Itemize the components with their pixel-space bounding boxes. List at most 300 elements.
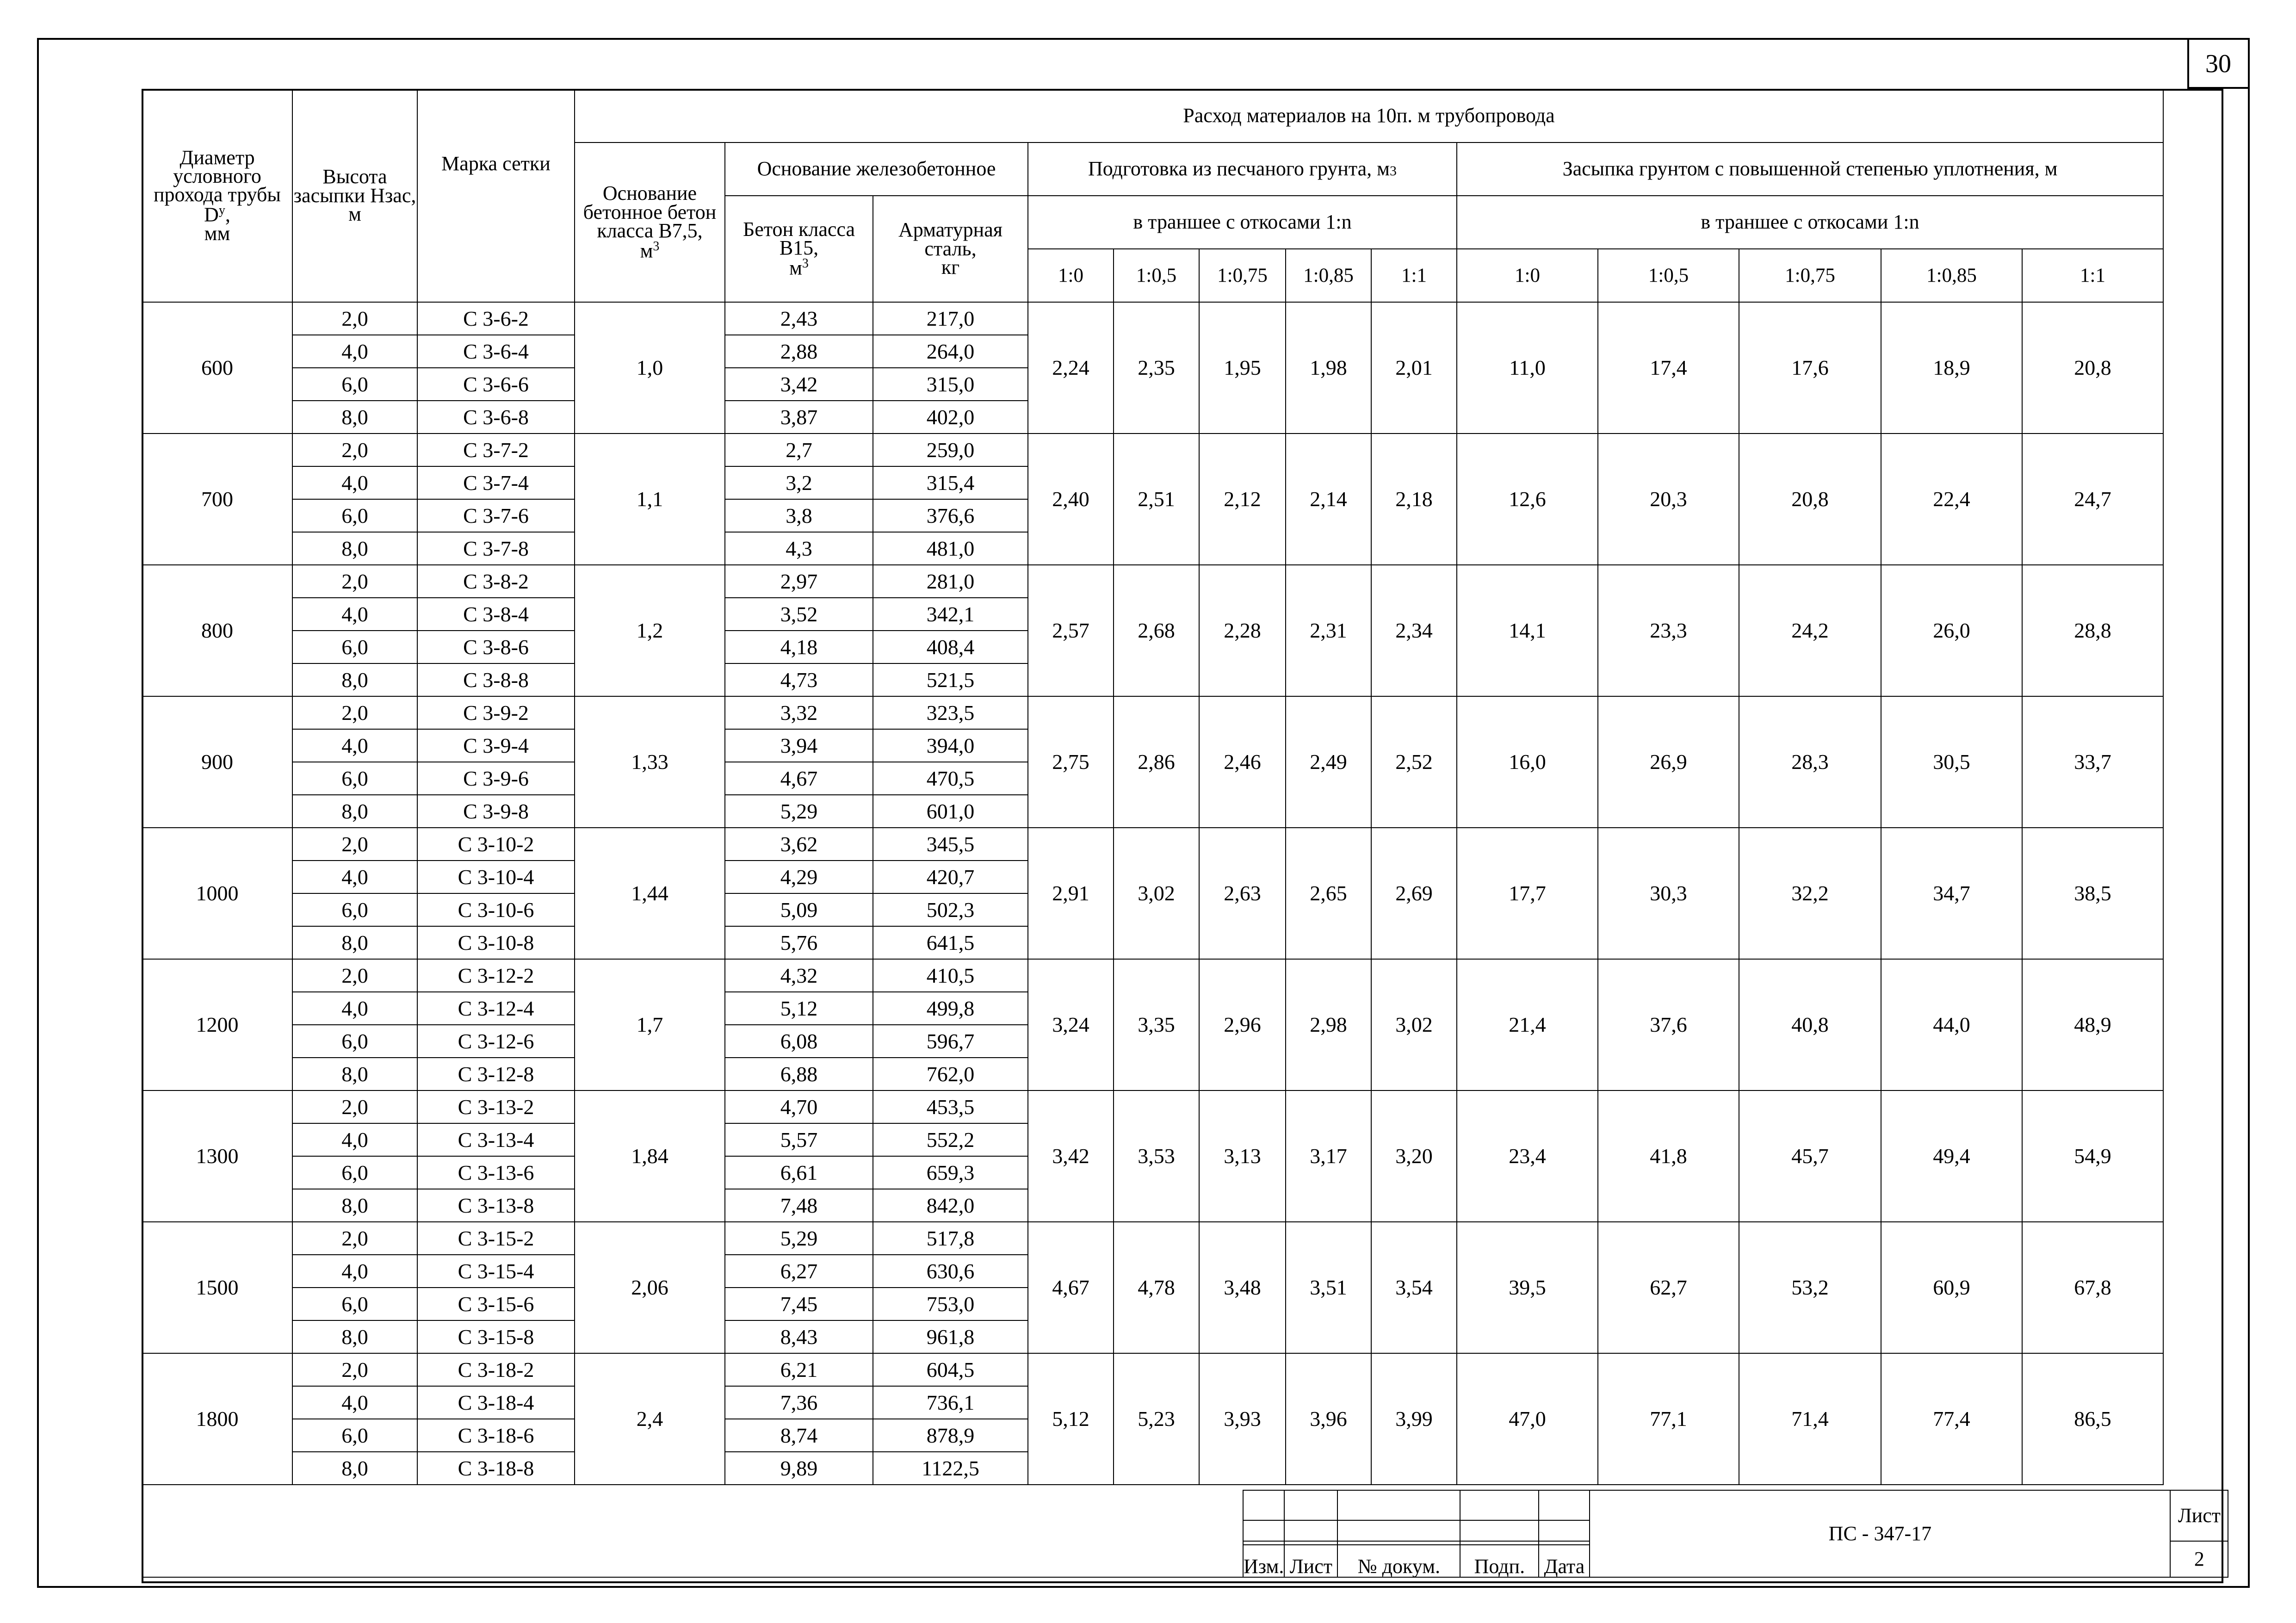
tb-cell: [1243, 1541, 1284, 1545]
height-cell: 2,0: [292, 959, 417, 992]
rebar-cell: 1122,5: [873, 1452, 1028, 1485]
diameter-cell: 1200: [142, 959, 292, 1090]
height-cell: 2,0: [292, 828, 417, 861]
rebar-cell: 315,4: [873, 466, 1028, 499]
concrete-b15-cell: 4,32: [725, 959, 873, 992]
rebar-cell: 342,1: [873, 598, 1028, 631]
slope-header: 1:0,85: [1286, 249, 1371, 302]
sand-cell: 2,65: [1286, 828, 1371, 959]
rebar-cell: 470,5: [873, 762, 1028, 795]
rebar-cell: 264,0: [873, 335, 1028, 368]
sand-cell: 2,40: [1028, 434, 1114, 565]
backfill-cell: 14,1: [1457, 565, 1598, 696]
rebar-cell: 481,0: [873, 532, 1028, 565]
table-row: [142, 1222, 2163, 1255]
backfill-cell: 22,4: [1881, 434, 2022, 565]
slope-header: 1:0,85: [1881, 249, 2022, 302]
mark-cell: С 3-12-8: [417, 1058, 575, 1090]
header-base-concrete: Основание бетонное бетон класса В7,5, $м^3$: [575, 142, 725, 302]
concrete-b15-cell: 6,21: [725, 1353, 873, 1386]
slope-header: 1:0: [1457, 249, 1598, 302]
sand-cell: 2,35: [1114, 302, 1199, 434]
concrete-b15-cell: 6,61: [725, 1156, 873, 1189]
concrete-b15-cell: 6,08: [725, 1025, 873, 1058]
mark-cell: С 3-10-6: [417, 893, 575, 926]
height-cell: 2,0: [292, 565, 417, 598]
backfill-cell: 49,4: [1881, 1090, 2022, 1222]
header-rebar-unit: кг: [941, 256, 960, 279]
tb-cell: [1243, 1490, 1284, 1520]
backfill-cell: 53,2: [1739, 1222, 1881, 1353]
sand-cell: 1,98: [1286, 302, 1371, 434]
mark-cell: С 3-13-8: [417, 1189, 575, 1222]
mark-cell: С 3-8-2: [417, 565, 575, 598]
header-concrete-b15-text: Бетон класса В15,: [743, 217, 855, 260]
sand-cell: 2,12: [1199, 434, 1286, 565]
height-cell: 2,0: [292, 696, 417, 729]
slope-header: 1:0,75: [1199, 249, 1286, 302]
rebar-cell: 878,9: [873, 1419, 1028, 1452]
sand-cell: 2,86: [1114, 696, 1199, 828]
rebar-cell: 394,0: [873, 729, 1028, 762]
height-cell: 2,0: [292, 1222, 417, 1255]
sand-cell: 3,24: [1028, 959, 1114, 1090]
concrete-b15-cell: 4,18: [725, 631, 873, 663]
backfill-cell: 67,8: [2022, 1222, 2163, 1353]
sheet-label: Лист: [2170, 1490, 2228, 1541]
mark-cell: С 3-18-8: [417, 1452, 575, 1485]
mark-cell: С 3-10-8: [417, 926, 575, 959]
mark-cell: С 3-12-4: [417, 992, 575, 1025]
mark-cell: С 3-12-6: [417, 1025, 575, 1058]
header-sand: [1028, 142, 1457, 196]
backfill-cell: 30,3: [1598, 828, 1739, 959]
sand-cell: 3,48: [1199, 1222, 1286, 1353]
backfill-cell: 17,7: [1457, 828, 1598, 959]
concrete-b15-cell: 8,74: [725, 1419, 873, 1452]
concrete-b15-cell: 2,97: [725, 565, 873, 598]
mark-cell: С 3-15-2: [417, 1222, 575, 1255]
slope-header: 1:0,5: [1598, 249, 1739, 302]
header-diameter: Диаметр условного прохода трубы $D^у$, мм: [142, 89, 292, 302]
backfill-cell: 39,5: [1457, 1222, 1598, 1353]
page-number: 30: [2205, 49, 2231, 78]
tb-cell: [1539, 1520, 1590, 1541]
tb-cell: [1539, 1541, 1590, 1545]
height-cell: 8,0: [292, 532, 417, 565]
concrete-b15-cell: 5,12: [725, 992, 873, 1025]
backfill-cell: 24,7: [2022, 434, 2163, 565]
mark-cell: С 3-13-6: [417, 1156, 575, 1189]
rebar-cell: 499,8: [873, 992, 1028, 1025]
backfill-cell: 21,4: [1457, 959, 1598, 1090]
sand-cell: 3,93: [1199, 1353, 1286, 1485]
slope-header: 1:0: [1028, 249, 1114, 302]
height-cell: 4,0: [292, 1123, 417, 1156]
table-row: [142, 1090, 2163, 1123]
backfill-cell: 60,9: [1881, 1222, 2022, 1353]
concrete-b15-cell: 4,73: [725, 663, 873, 696]
diameter-cell: 700: [142, 434, 292, 565]
table-row: [142, 959, 2163, 992]
tb-cell: [1460, 1490, 1539, 1520]
sand-cell: 3,20: [1371, 1090, 1457, 1222]
header-backfill: Засыпка грунтом с повышенной степенью уплотнения, м: [1457, 142, 2163, 196]
backfill-cell: 77,4: [1881, 1353, 2022, 1485]
rebar-cell: 753,0: [873, 1288, 1028, 1320]
height-cell: 4,0: [292, 1255, 417, 1288]
concrete-b15-cell: 6,88: [725, 1058, 873, 1090]
sand-cell: 2,46: [1199, 696, 1286, 828]
mark-cell: С 3-18-4: [417, 1386, 575, 1419]
concrete-b15-cell: 3,62: [725, 828, 873, 861]
height-cell: 6,0: [292, 1419, 417, 1452]
header-base-concrete-unit: м: [640, 239, 653, 262]
height-cell: 2,0: [292, 434, 417, 466]
backfill-cell: 54,9: [2022, 1090, 2163, 1222]
rebar-cell: 736,1: [873, 1386, 1028, 1419]
base-concrete-cell: 1,84: [575, 1090, 725, 1222]
backfill-cell: 44,0: [1881, 959, 2022, 1090]
rebar-cell: 521,5: [873, 663, 1028, 696]
tb-cell: [1284, 1520, 1337, 1541]
rebar-cell: 281,0: [873, 565, 1028, 598]
header-height: [292, 89, 417, 302]
header-trench-sand: в траншее с откосами 1:n: [1028, 196, 1457, 249]
concrete-b15-cell: 6,27: [725, 1255, 873, 1288]
height-cell: 6,0: [292, 1288, 417, 1320]
height-cell: 6,0: [292, 499, 417, 532]
mark-cell: С 3-6-4: [417, 335, 575, 368]
header-height-text: Высота засыпки Нзас,: [293, 165, 416, 207]
backfill-cell: 40,8: [1739, 959, 1881, 1090]
rebar-cell: 659,3: [873, 1156, 1028, 1189]
header-sand-unit: 3: [1390, 163, 1397, 179]
sand-cell: 2,34: [1371, 565, 1457, 696]
header-trench-fill: в траншее с откосами 1:n: [1457, 196, 2163, 249]
backfill-cell: 38,5: [2022, 828, 2163, 959]
height-cell: 8,0: [292, 795, 417, 828]
title-block: [142, 1490, 2228, 1578]
height-cell: 8,0: [292, 401, 417, 434]
mark-cell: С 3-7-4: [417, 466, 575, 499]
sand-cell: 2,68: [1114, 565, 1199, 696]
concrete-b15-cell: 2,7: [725, 434, 873, 466]
diameter-cell: 1300: [142, 1090, 292, 1222]
concrete-b15-cell: 2,43: [725, 302, 873, 335]
sand-cell: 3,99: [1371, 1353, 1457, 1485]
backfill-cell: 18,9: [1881, 302, 2022, 434]
tb-cell: [1337, 1541, 1460, 1545]
concrete-b15-cell: 3,2: [725, 466, 873, 499]
sand-cell: 5,23: [1114, 1353, 1199, 1485]
sand-cell: 2,96: [1199, 959, 1286, 1090]
tb-sign: Подп.: [1460, 1545, 1539, 1577]
backfill-cell: 62,7: [1598, 1222, 1739, 1353]
sand-cell: 2,49: [1286, 696, 1371, 828]
concrete-b15-cell: 5,57: [725, 1123, 873, 1156]
diameter-cell: 1000: [142, 828, 292, 959]
tb-list: Лист: [1284, 1545, 1337, 1577]
sand-cell: 3,02: [1114, 828, 1199, 959]
concrete-b15-cell: 7,36: [725, 1386, 873, 1419]
backfill-cell: 47,0: [1457, 1353, 1598, 1485]
mark-cell: С 3-7-8: [417, 532, 575, 565]
sand-cell: 3,51: [1286, 1222, 1371, 1353]
title-block-empty: [142, 1490, 1243, 1577]
rebar-cell: 502,3: [873, 893, 1028, 926]
diameter-cell: 1500: [142, 1222, 292, 1353]
height-cell: 6,0: [292, 762, 417, 795]
mark-cell: С 3-13-4: [417, 1123, 575, 1156]
backfill-cell: 24,2: [1739, 565, 1881, 696]
height-cell: 4,0: [292, 598, 417, 631]
header-consumption: Расход материалов на 10п. м трубопровода: [575, 89, 2163, 142]
concrete-b15-cell: 3,32: [725, 696, 873, 729]
rebar-cell: 345,5: [873, 828, 1028, 861]
tb-cell: [1337, 1520, 1460, 1541]
header-sand-text: Подготовка из песчаного грунта, м: [1088, 157, 1390, 180]
concrete-b15-cell: 7,45: [725, 1288, 873, 1320]
materials-table: [142, 89, 2164, 1485]
sand-cell: 2,01: [1371, 302, 1457, 434]
table-row: [142, 828, 2163, 861]
sand-cell: 2,14: [1286, 434, 1371, 565]
sand-cell: 5,12: [1028, 1353, 1114, 1485]
base-concrete-cell: 1,0: [575, 302, 725, 434]
table-row: [142, 696, 2163, 729]
height-cell: 6,0: [292, 368, 417, 401]
concrete-b15-cell: 4,70: [725, 1090, 873, 1123]
sheet-value: 2: [2170, 1541, 2228, 1577]
backfill-cell: 23,4: [1457, 1090, 1598, 1222]
sand-cell: 2,28: [1199, 565, 1286, 696]
diameter-cell: 800: [142, 565, 292, 696]
height-cell: 6,0: [292, 1025, 417, 1058]
diameter-cell: 1800: [142, 1353, 292, 1485]
rebar-cell: 762,0: [873, 1058, 1028, 1090]
sand-cell: 3,53: [1114, 1090, 1199, 1222]
mark-cell: С 3-8-4: [417, 598, 575, 631]
rebar-cell: 641,5: [873, 926, 1028, 959]
rebar-cell: 596,7: [873, 1025, 1028, 1058]
mark-cell: С 3-7-2: [417, 434, 575, 466]
slope-header: 1:1: [2022, 249, 2163, 302]
base-concrete-cell: 1,33: [575, 696, 725, 828]
backfill-cell: 12,6: [1457, 434, 1598, 565]
base-concrete-cell: 1,1: [575, 434, 725, 565]
sand-cell: 3,17: [1286, 1090, 1371, 1222]
backfill-cell: 77,1: [1598, 1353, 1739, 1485]
height-cell: 4,0: [292, 861, 417, 893]
header-height-unit: м: [348, 203, 361, 226]
backfill-cell: 20,8: [2022, 302, 2163, 434]
backfill-cell: 33,7: [2022, 696, 2163, 828]
backfill-cell: 11,0: [1457, 302, 1598, 434]
tb-cell: [1337, 1490, 1460, 1520]
backfill-cell: 86,5: [2022, 1353, 2163, 1485]
backfill-cell: 28,8: [2022, 565, 2163, 696]
sand-cell: 2,98: [1286, 959, 1371, 1090]
base-concrete-cell: 1,44: [575, 828, 725, 959]
rebar-cell: 217,0: [873, 302, 1028, 335]
slope-header: 1:0,75: [1739, 249, 1881, 302]
header-mark: Марка сетки: [417, 89, 575, 302]
backfill-cell: 37,6: [1598, 959, 1739, 1090]
table-row: [142, 434, 2163, 466]
mark-cell: С 3-15-6: [417, 1288, 575, 1320]
tb-cell: [1243, 1520, 1284, 1541]
height-cell: 8,0: [292, 1452, 417, 1485]
header-concrete-b15-unit: м: [789, 256, 802, 279]
concrete-b15-cell: 3,8: [725, 499, 873, 532]
backfill-cell: 45,7: [1739, 1090, 1881, 1222]
height-cell: 8,0: [292, 1320, 417, 1353]
concrete-b15-cell: 5,29: [725, 795, 873, 828]
mark-cell: С 3-18-6: [417, 1419, 575, 1452]
sand-cell: 4,67: [1028, 1222, 1114, 1353]
rebar-cell: 408,4: [873, 631, 1028, 663]
header-base-concrete-text: Основание бетонное бетон класса В7,5,: [583, 182, 717, 242]
mark-cell: С 3-6-2: [417, 302, 575, 335]
height-cell: 4,0: [292, 992, 417, 1025]
sand-cell: 3,54: [1371, 1222, 1457, 1353]
backfill-cell: 30,5: [1881, 696, 2022, 828]
concrete-b15-cell: 3,42: [725, 368, 873, 401]
rebar-cell: 323,5: [873, 696, 1028, 729]
tb-cell: [1284, 1490, 1337, 1520]
mark-cell: С 3-9-2: [417, 696, 575, 729]
sand-cell: 2,57: [1028, 565, 1114, 696]
concrete-b15-cell: 5,29: [725, 1222, 873, 1255]
base-concrete-cell: 1,7: [575, 959, 725, 1090]
tb-izm: Изм.: [1243, 1545, 1284, 1577]
sand-cell: 3,96: [1286, 1353, 1371, 1485]
backfill-cell: 20,8: [1739, 434, 1881, 565]
backfill-cell: 26,9: [1598, 696, 1739, 828]
concrete-b15-cell: 8,43: [725, 1320, 873, 1353]
height-cell: 4,0: [292, 729, 417, 762]
concrete-b15-cell: 5,76: [725, 926, 873, 959]
backfill-cell: 16,0: [1457, 696, 1598, 828]
concrete-b15-cell: 4,29: [725, 861, 873, 893]
rebar-cell: 842,0: [873, 1189, 1028, 1222]
sand-cell: 2,18: [1371, 434, 1457, 565]
header-diameter-text: Диаметр условного прохода трубы D: [154, 146, 281, 226]
header-rebar-text: Арматурная сталь,: [898, 218, 1003, 260]
base-concrete-cell: 1,2: [575, 565, 725, 696]
diameter-cell: 900: [142, 696, 292, 828]
sand-cell: 2,75: [1028, 696, 1114, 828]
rebar-cell: 402,0: [873, 401, 1028, 434]
sand-cell: 2,69: [1371, 828, 1457, 959]
tb-cell: [1539, 1490, 1590, 1520]
sand-cell: 3,02: [1371, 959, 1457, 1090]
tb-cell: [1284, 1541, 1337, 1545]
rebar-cell: 961,8: [873, 1320, 1028, 1353]
mark-cell: С 3-7-6: [417, 499, 575, 532]
rebar-cell: 601,0: [873, 795, 1028, 828]
base-concrete-cell: 2,4: [575, 1353, 725, 1485]
mark-cell: С 3-12-2: [417, 959, 575, 992]
backfill-cell: 26,0: [1881, 565, 2022, 696]
height-cell: 6,0: [292, 1156, 417, 1189]
height-cell: 4,0: [292, 335, 417, 368]
height-cell: 8,0: [292, 1058, 417, 1090]
sand-cell: 2,31: [1286, 565, 1371, 696]
tb-cell: [1460, 1541, 1539, 1545]
backfill-cell: 20,3: [1598, 434, 1739, 565]
slope-header: 1:1: [1371, 249, 1457, 302]
backfill-cell: 23,3: [1598, 565, 1739, 696]
mark-cell: С 3-6-8: [417, 401, 575, 434]
sand-cell: 3,13: [1199, 1090, 1286, 1222]
height-cell: 8,0: [292, 1189, 417, 1222]
backfill-cell: 32,2: [1739, 828, 1881, 959]
slope-header: 1:0,5: [1114, 249, 1199, 302]
height-cell: 4,0: [292, 1386, 417, 1419]
height-cell: 8,0: [292, 926, 417, 959]
sand-cell: 2,52: [1371, 696, 1457, 828]
backfill-cell: 28,3: [1739, 696, 1881, 828]
sand-cell: 2,51: [1114, 434, 1199, 565]
height-cell: 2,0: [292, 302, 417, 335]
concrete-b15-cell: 9,89: [725, 1452, 873, 1485]
rebar-cell: 376,6: [873, 499, 1028, 532]
mark-cell: С 3-9-8: [417, 795, 575, 828]
height-cell: 8,0: [292, 663, 417, 696]
rebar-cell: 453,5: [873, 1090, 1028, 1123]
sand-cell: 3,35: [1114, 959, 1199, 1090]
rebar-cell: 552,2: [873, 1123, 1028, 1156]
sand-cell: 2,63: [1199, 828, 1286, 959]
rebar-cell: 259,0: [873, 434, 1028, 466]
rebar-cell: 410,5: [873, 959, 1028, 992]
backfill-cell: 17,6: [1739, 302, 1881, 434]
concrete-b15-cell: 4,3: [725, 532, 873, 565]
height-cell: 6,0: [292, 631, 417, 663]
height-cell: 2,0: [292, 1090, 417, 1123]
table-row: [142, 1353, 2163, 1386]
sand-cell: 1,95: [1199, 302, 1286, 434]
sand-cell: 3,42: [1028, 1090, 1114, 1222]
rebar-cell: 517,8: [873, 1222, 1028, 1255]
header-rebar: [873, 196, 1028, 302]
diameter-cell: 600: [142, 302, 292, 434]
backfill-cell: 17,4: [1598, 302, 1739, 434]
header-base-rc: Основание железобетонное: [725, 142, 1028, 196]
mark-cell: С 3-9-4: [417, 729, 575, 762]
height-cell: 4,0: [292, 466, 417, 499]
height-cell: 6,0: [292, 893, 417, 926]
mark-cell: С 3-9-6: [417, 762, 575, 795]
concrete-b15-cell: 4,67: [725, 762, 873, 795]
base-concrete-cell: 2,06: [575, 1222, 725, 1353]
header-concrete-b15: Бетон класса В15, $м^3$: [725, 196, 873, 302]
sand-cell: 2,91: [1028, 828, 1114, 959]
header-diameter-unit: мм: [204, 222, 230, 245]
mark-cell: С 3-8-6: [417, 631, 575, 663]
tb-doc-num: № докум.: [1337, 1545, 1460, 1577]
document-code: ПС - 347-17: [1590, 1490, 2170, 1577]
concrete-b15-cell: 5,09: [725, 893, 873, 926]
concrete-b15-cell: 3,52: [725, 598, 873, 631]
concrete-b15-cell: 7,48: [725, 1189, 873, 1222]
table-row: [142, 565, 2163, 598]
mark-cell: С 3-15-8: [417, 1320, 575, 1353]
tb-cell: [1460, 1520, 1539, 1541]
tb-date: Дата: [1539, 1545, 1590, 1577]
